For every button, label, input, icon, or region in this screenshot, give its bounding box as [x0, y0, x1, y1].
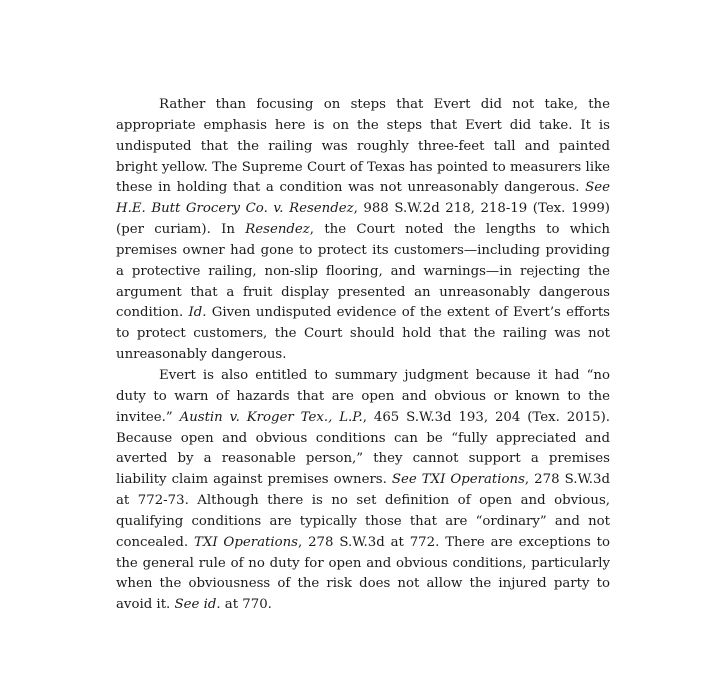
case-name-italic: Resendez	[245, 222, 310, 238]
text-run: Given undisputed evidence of the extent of Evert’s efforts to protect customers, the Court should hold that the railing was not unreasonably dangerous.	[116, 305, 610, 363]
case-name-italic: Austin v. Kroger Tex., L.P.	[179, 409, 363, 425]
text-run: , 278 S.W.3d at 772. There are exceptions to the general rule of no duty for open and obvious conditions, particularly when the obviousness of the risk does not allow the injured party to avoid it.	[116, 534, 610, 613]
case-name-italic: TXI Operations	[193, 534, 298, 550]
citation-italic: See H.E. Butt Grocery Co. v. Resendez	[116, 180, 610, 217]
citation-italic: See id.	[174, 597, 221, 613]
text-run: , 988 S.W.2d 218, 218-19 (Tex. 1999) (per curiam). In	[116, 201, 610, 238]
text-run: , 465 S.W.3d 193, 204 (Tex. 2015). Because open and obvious conditions can be “fully appreciated and averted by a reasonable person,” they cannot support a premises liability claim against premises owners.	[116, 409, 610, 488]
citation-italic: Id.	[188, 305, 207, 321]
paragraph-2	[116, 366, 610, 616]
text-run: Rather than focusing on steps that Evert did not take, the appropriate emphasis here is on the steps that Evert did take. It is undisputed that the railing was roughly three-feet tall and painted bright yellow. The Supreme Court of Texas has pointed to measurers like these in holding that a condition was not unreasonably dangerous.	[116, 97, 610, 196]
text-run: at 770.	[220, 597, 272, 613]
citation-italic: See TXI Operations	[391, 472, 525, 488]
text-run: Evert is also entitled to summary judgment because it had “no duty to warn of hazards that are open and obvious or known to the invitee.”	[116, 367, 610, 425]
text-run: , the Court noted the lengths to which premises owner had gone to protect its customers—including providing a protective railing, non-slip flooring, and warnings—in rejecting the argument that a fruit display presented an unreasonably dangerous condition.	[116, 222, 610, 321]
text-run: , 278 S.W.3d at 772-73. Although there is no set definition of open and obvious, qualifying conditions are typically those that are “ordinary” and not concealed.	[116, 472, 610, 550]
paragraph-1	[116, 95, 610, 366]
document-body	[116, 95, 610, 616]
